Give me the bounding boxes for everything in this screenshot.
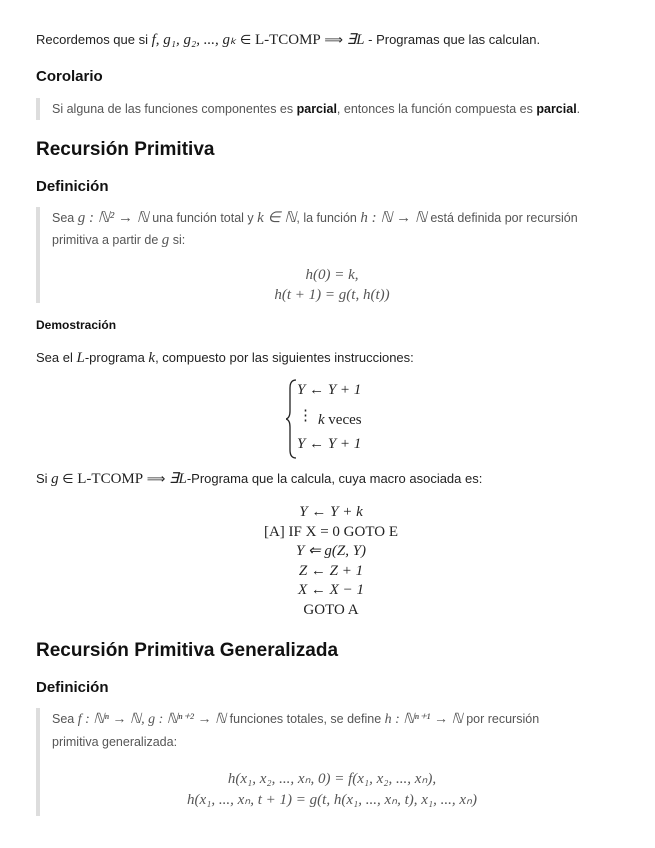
corolario-bold-1: parcial: [296, 102, 337, 116]
rpg-def-line-1: [52, 708, 622, 731]
rp-def-line-1: [52, 207, 622, 229]
intro-class: L-TCOMP: [254, 32, 321, 48]
si-text-a: Si: [36, 471, 52, 486]
rp-def-k: k ∈ ℕ: [257, 210, 297, 226]
demo-text-c: , compuesto por las siguientes instrucciones:: [155, 350, 414, 365]
rp-def-h: h : ℕ → ℕ: [360, 210, 427, 226]
rpg-def-text-c: por recursión: [462, 712, 540, 726]
rp-def-text-c: , la función: [296, 211, 361, 225]
intro-text: Recordemos que si: [36, 32, 148, 47]
si-class: L-TCOMP: [77, 471, 144, 487]
macro-line: X ← X − 1: [298, 582, 364, 598]
si-g: g: [51, 471, 59, 487]
demo-text-a: Sea el: [36, 350, 77, 365]
rp-definition-heading: Definición: [36, 178, 109, 195]
si-in-symbol: ∈: [62, 472, 74, 487]
demo-text-b: -programa: [84, 350, 149, 365]
intro-post: - Programas que las calculan.: [368, 32, 541, 47]
macro-line: [A] IF X = 0 GOTO E: [263, 523, 398, 540]
rp-def-text-f: si:: [169, 233, 186, 247]
rp-def-g: g : ℕ² → ℕ: [77, 210, 149, 226]
corolario-bold-2: parcial: [536, 102, 577, 116]
case-k: k: [318, 412, 325, 428]
macro-line: Z ← Z + 1: [298, 562, 364, 579]
rp-definition-quote: [36, 207, 622, 303]
cases-block: [286, 378, 436, 460]
rp-def-line-2: [52, 229, 622, 251]
rpg-equation-1: h(x₁, x₂, ..., xₙ, 0) = f(x₁, x₂, ..., xₙ),: [227, 771, 437, 787]
rpg-def-f: f : ℕⁿ → ℕ, g : ℕⁿ⁺² → ℕ: [77, 712, 227, 727]
rp-def-text-e: primitiva a partir de: [52, 233, 162, 247]
rpg-def-h: h : ℕⁿ⁺¹ → ℕ: [384, 712, 463, 727]
demo-L: L: [76, 350, 85, 366]
case-veces: veces: [328, 412, 362, 428]
corolario-heading: Corolario: [36, 68, 103, 85]
si-exists: ∃L: [168, 471, 187, 487]
rp-equation-1: h(0) = k,: [305, 267, 359, 283]
si-implies: ⟹: [146, 472, 166, 487]
rp-def-text-a: Sea: [52, 211, 78, 225]
intro-paragraph: [36, 30, 540, 51]
macro-line: GOTO A: [303, 601, 359, 618]
rp-def-text-d: está definida por recursión: [426, 211, 578, 225]
rp-heading: Recursión Primitiva: [36, 139, 215, 160]
corolario-text-end: .: [576, 102, 581, 116]
case-line-3: Y ← Y + 1: [297, 436, 362, 452]
corolario-text-mid: , entonces la función compuesta es: [336, 102, 537, 116]
corolario-text-pre: Si alguna de las funciones componentes es: [52, 102, 297, 116]
rpg-def-text-a: Sea: [52, 712, 78, 726]
corolario-quote: [36, 98, 622, 120]
si-text-b: -Programa que la calcula, cuya macro asociada es:: [186, 471, 483, 486]
rp-def-text-b: una función total y: [148, 211, 258, 225]
rpg-def-line-2: primitiva generalizada:: [52, 735, 178, 749]
rp-equations: [52, 265, 612, 305]
intro-in-symbol: ∈: [239, 33, 252, 48]
demo-k: k: [148, 350, 156, 366]
macro-line: Y ⇐ g(Z, Y): [295, 543, 367, 559]
rpg-equation-2: h(x₁, ..., xₙ, t + 1) = g(t, h(x₁, ..., xₙ, t), x₁, ..., xₙ): [187, 792, 477, 808]
case-k-veces: [318, 412, 362, 429]
intro-vars: f, g₁, g₂, ..., gₖ: [151, 32, 237, 48]
rp-equation-2: h(t + 1) = g(t, h(t)): [274, 287, 390, 303]
demo-paragraph: [36, 348, 414, 368]
rp-def-g2: g: [161, 232, 170, 248]
macro-block: [36, 503, 626, 620]
intro-implies: ⟹: [324, 33, 344, 48]
case-line-1: Y ← Y + 1: [297, 382, 362, 398]
corolario-text: [52, 98, 622, 120]
case-dots: ⋮: [298, 408, 313, 424]
rpg-definition-heading: Definición: [36, 679, 109, 696]
rpg-heading: Recursión Primitiva Generalizada: [36, 640, 339, 661]
rpg-definition-quote: [36, 708, 622, 816]
intro-exists: ∃L: [346, 32, 365, 48]
rpg-def-text-b: funciones totales, se define: [226, 712, 385, 726]
macro-line: Y ← Y + k: [299, 504, 363, 520]
demo-heading: Demostración: [36, 318, 117, 332]
si-paragraph: [36, 469, 482, 490]
rpg-equations: [52, 769, 612, 811]
